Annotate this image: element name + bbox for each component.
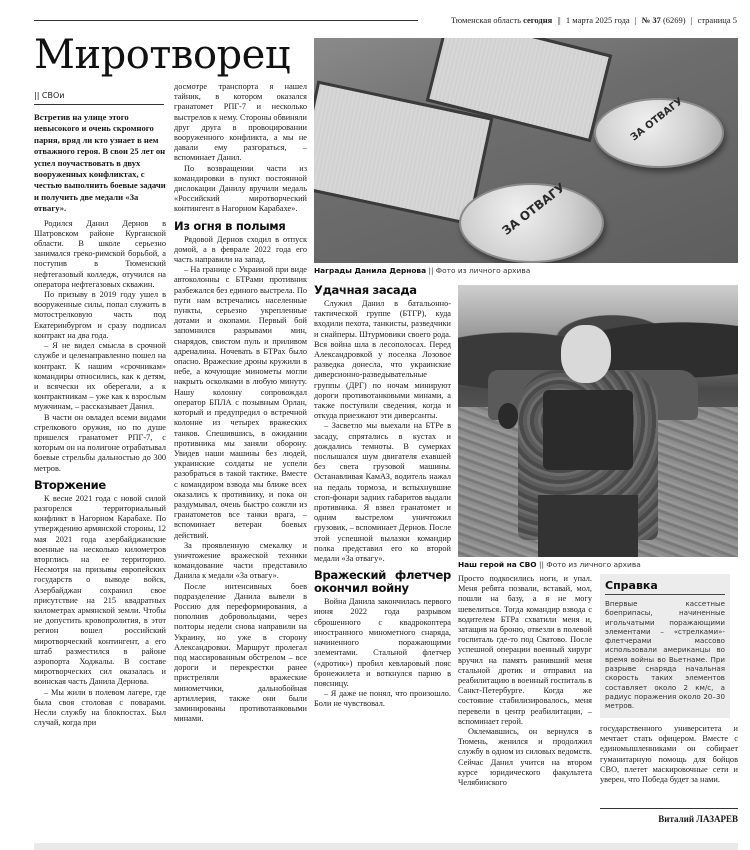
paragraph: По призыву в 2019 году ушел в вооруженные силы, попал служить в мотострелковую часть под Екатеринбургом и сразу подписал контракт на два года. <box>34 290 166 340</box>
paragraph: За проявленную смекалку и уничтожение вражеской техники командование части представило Данила к медали «За отвагу». <box>174 540 307 581</box>
column-4 <box>458 574 592 788</box>
info-box-text: Впервые кассетные боеприпасы, начиненные игольчатыми поражающими элементами – «стрелками»-флетчерами массово использовали американцы во время войны во Вьетнаме. При разрыве снаряда начальная скорость таких элементов составляет около 2 км/с, а радиус поражения около 20–30 метров. <box>605 599 725 711</box>
separator: || <box>557 15 561 25</box>
paragraph: Война Данила закончилась первого июня 2022 года разрывом сброшенного с квадрокоптера иностранного минометного снаряда, начиненного поражающими элементами. Стальной флетчер («дротик») пробил кевларовый пояс бронежилета и воткнулся парню в поясницу. <box>314 597 451 688</box>
medal-inscription: ЗА ОТВАГУ <box>628 95 686 144</box>
page-number: страница 5 <box>697 15 737 25</box>
paragraph: – Я не видел смысла в срочной службе и целенаправленно пошел на контракт. К нашим «срочникам» командиры относились, как к детям, и всячески их оберегали, а к контрактникам – уже как к взрослым мужчинам, – рассказывает Данил. <box>34 341 166 412</box>
caption-title: Наш герой на СВО <box>458 560 537 569</box>
medals-photo <box>314 38 738 263</box>
page-header <box>451 15 737 25</box>
info-box <box>600 574 730 718</box>
caption-title: Награды Данила Дернова <box>314 266 427 275</box>
column-3 <box>314 284 451 710</box>
soldier-vest <box>543 390 633 470</box>
paragraph: – На границе с Украиной при виде автоколонны с БТРами противник разбежался без единого выстрела. По пути нам встречались населенные пункты, серьезно укрепленные дотами и окопами. Первый бой запомнился разрывами мин, снарядов, свистом пуль и приливом адреналина. Ночевать в БТРах было опасно. Вражеские дроны кружили в небе, а кочующие минометы могли накрыть осколками в любую минуту. Нашу колонну сопровождал оператор БПЛА с позывным Орлан, который и предупредил о встречной колонне из четырех вражеских танков. Спешившись, в ожидании противника мы заняли оборону. Увидев наши машины без людей, украинские солдаты не успели разобраться в такой тактике. Вместе с командиром взвода мы ближе всех оказались к противнику, и пока он раздумывал, очень быстро сожгли из гранатометов все танки врага, – вспоминает ветеран боевых действий. <box>174 265 307 540</box>
subheading-ambush: Удачная засада <box>314 283 417 297</box>
separator: | <box>690 15 693 25</box>
caption-credit: || Фото из личного архива <box>428 266 531 275</box>
paragraph: После интенсивных боев подразделение Данила вывели в Россию для переформирования, а пополнив добровольцами, через полторы недели снова направили на Украину, но уже в сторону Александровки. Маршрут пролегал под массированным обстрелом – все дороги и перекрестки ранее пристреляли вражеские минометчики, дальнобойная артиллерия, также они были заминированы противотанковыми минами. <box>174 581 307 724</box>
issue-number: № 37 <box>641 15 661 25</box>
separator: | <box>634 15 637 25</box>
paragraph: государственного университета и мечтает стать офицером. Вместе с единомышленниками он собирает гуманитарную помощь для бойцов СВО, плетет маскировочные сети и уверен, что Победа будет за нами. <box>600 724 738 785</box>
caption-credit: || Фото из личного архива <box>538 560 641 569</box>
article-lead: Встретив на улице этого невысокого и очень скромного парня, вряд ли кто узнает в нем отважного героя. В свои 25 лет он успел поучаствовать в двух вооруженных конфликтах, с честью выполнить боевые задачи и получить две медали «За отвагу». <box>34 112 166 214</box>
article-title: Миротворец <box>34 32 291 78</box>
hero-photo-caption <box>458 560 641 569</box>
soldier-head <box>561 325 611 383</box>
paper-name: Тюменская область <box>450 15 521 25</box>
subheading-fire: Из огня в полымя <box>174 218 286 233</box>
paragraph: Просто подкосились ноги, и упал. Меня ребята позвали, вставай, мол, пошли на базу, а я не могу шевелиться. Тогда командир взвода с водителем БТРа схватили меня и, затащив на броню, отвезли в полевой госпиталь где-то под Сватово. После успешной операции военный хирург вручил на память ранивший меня стальной дротик и отправил на реабилитацию в военный госпиталь в Санкт-Петербурге. Когда же состояние стабилизировалось, меня перевели в центр реабилитации, – вспоминает герой. <box>458 574 592 726</box>
next-article-strip <box>34 843 738 850</box>
medals-photo-caption <box>314 266 530 275</box>
paragraph: Оклемавшись, он вернулся в Тюмень, женился и продолжил службу в одном из силовых ведомств. Сейчас Данил учится на втором курсе юридического факультета Челябинского <box>458 727 592 788</box>
subheading-fletcher: Вражеский флетчер окончил войну <box>314 568 451 596</box>
soldier-legs <box>538 495 638 557</box>
subheading-invasion: Вторжение <box>34 477 106 492</box>
column-5 <box>600 724 738 785</box>
paragraph: – Я даже не понял, что произошло. Боли не чувствовал. <box>314 689 451 709</box>
paragraph: К весне 2021 года с новой силой разгорелся территориальный конфликт в Нагорном Карабахе. По утверждению армянской стороны, 12 мая 2021 года азербайджанские военные на несколько километров вторглись на ее территорию. Несмотря на призывы европейских государств о выводе войск, Азербайджан сохранил свое присутствие на 215 квадратных километрах армянской земли. Чтобы не допустить кровопролития, в этот регион вошел российский миротворческий контингент, а его штаб разместился в районе аэропорта Ходжалы. В составе миротворческих сил оказалась и воинская часть Данила Дернова. <box>34 493 166 687</box>
issue-date: 1 марта 2025 года <box>565 15 630 25</box>
paragraph: В части он овладел всеми видами стрелкового оружия, но по душе пришелся гранатомет РПГ-7, с которым он на полигоне отрабатывал боевые стрельбы дальностью до 300 метров. <box>34 412 167 473</box>
paragraph: По возвращении части из командировки в пункт постоянной дислокации Данилу вручили медаль «Российский миротворческий контингент в Нагорном Карабахе». <box>174 163 307 214</box>
paragraph: досмотре транспорта я нашел тайник, в котором оказался гранатомет РПГ-7 и несколько выстрелов к нему. Стороны обвиняли друг друга в провоцировании вооруженного конфликта, а мы не давали ему разгораться, – вспоминает Данил. <box>174 82 307 163</box>
paragraph: Служил Данил в батальонно-тактической группе (БТГР), куда входили пехота, танкисты, разведчики и снайперы. Штурмовики своего рода. Вся война шла в лесополосах. Перед Александровкой у поселка Лозовое разведка донесла, что украинские диверсионно-разведывательные группы (ДРГ) по ночам минируют дороги противотанковыми минами, а также поступили сведения, когда и откуда приезжают эти диверсанты. <box>314 299 451 421</box>
paragraph: – Засветло мы выехали на БТРе в засаду, спрятались в кустах и дождались темноты. В сумерках послышался шум двигателя ехавшей без света грузовой машины. Останавливая КамАЗ, водитель нажал на педаль тормоза, и вспыхнувшие стоп-фонари задних габаритов выдали противника. Я взвел гранатомет и одним выстрелом уничтожил грузовик, – вспоминает Дернов. После этой успешной вылазки командир полка представил его ко второй медали «За отвагу». <box>314 421 452 564</box>
rubric-label: || СВОи <box>34 91 164 105</box>
paper-name-bold: сегодня <box>523 15 553 25</box>
medal-inscription: ЗА ОТВАГУ <box>499 180 568 238</box>
paragraph: Рядовой Дернов сходил в отпуск домой, а в феврале 2022 года его часть направили на запад. <box>174 234 307 265</box>
info-box-title: Справка <box>605 579 725 595</box>
paragraph: – Мы жили в полевом лагере, где была своя столовая с поварами. Несли службу на блокпостах. Был случай, когда при <box>34 687 166 728</box>
author-byline: Виталий ЛАЗАРЕВ <box>600 808 738 825</box>
column-2 <box>174 82 307 724</box>
header-rule <box>34 20 418 21</box>
medal-back <box>594 95 724 168</box>
issue-total: (6269) <box>662 15 686 25</box>
paragraph: Родился Данил Дернов в Шатровском районе Курганской области. В школе серьезно занимался греко-римской борьбой, а поступив в Тюменский нефтегазовый колледж, отучился на оператора нефтегазовых скважин. <box>34 218 166 289</box>
medal-front <box>459 180 604 263</box>
hero-photo <box>458 285 738 557</box>
column-1 <box>34 112 166 728</box>
vehicle-wheel <box>498 403 518 429</box>
